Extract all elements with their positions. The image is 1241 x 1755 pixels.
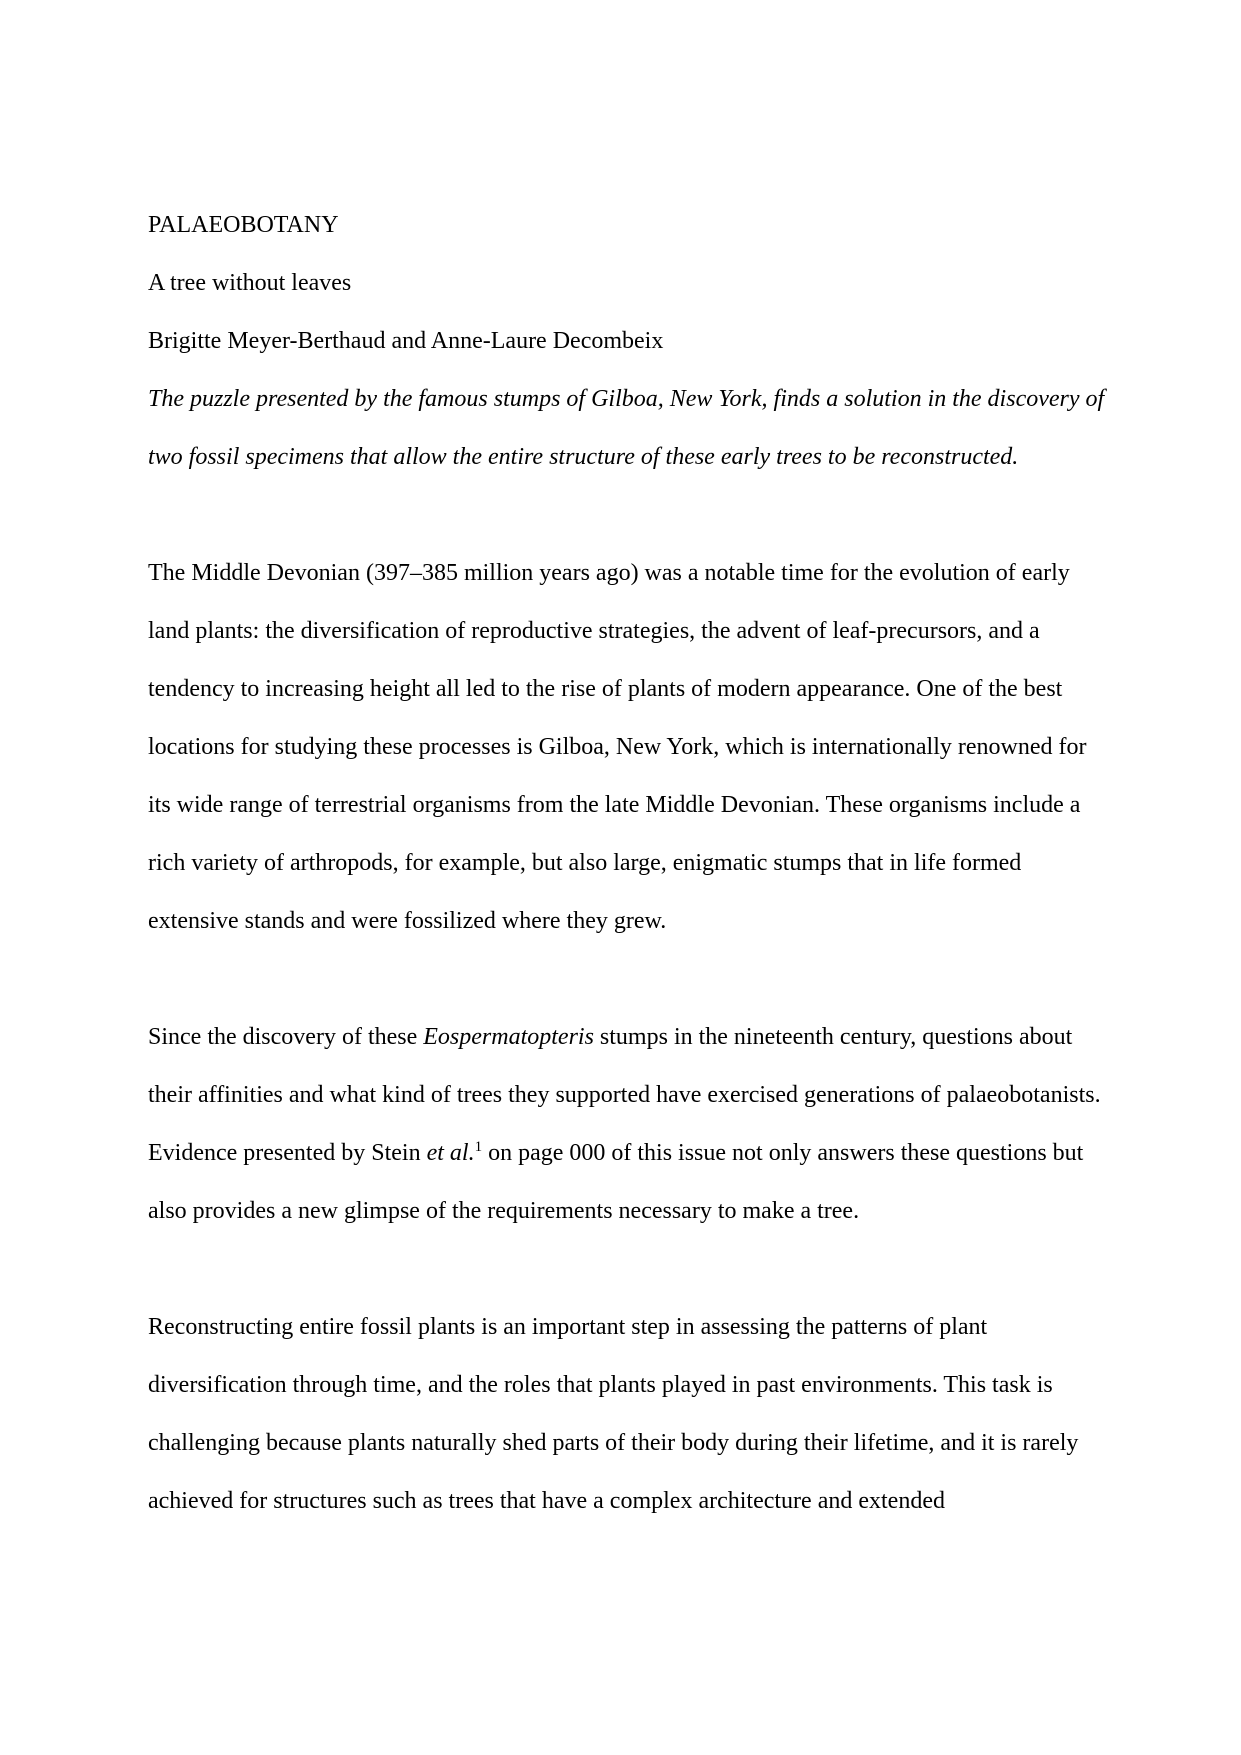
et-al: et al.: [426, 1140, 475, 1166]
reference-number: 1: [474, 1139, 483, 1155]
paragraph-gap: [148, 1240, 1108, 1298]
body-paragraph-3: Reconstructing entire fossil plants is an important step in assessing the patterns of plant diversification through time, and the roles that plants played in past environments. This task is challenging because plants naturally shed parts of their body during their lifetime, and it is rarely achieved for structures such as trees that have a complex architecture and extended: [148, 1314, 1079, 1514]
article-body: [148, 196, 1108, 1530]
article-standfirst: The puzzle presented by the famous stumps of Gilboa, New York, finds a solution in the discovery of two fossil specimens that allow the entire structure of these early trees to be reconstructed.: [148, 386, 1105, 470]
body-paragraph-1: The Middle Devonian (397–385 million years ago) was a notable time for the evolution of early land plants: the diversification of reproductive strategies, the advent of leaf-precursors, and a tendency to increasing height all led to the rise of plants of modern appearance. One of the best locations for studying these processes is Gilboa, New York, which is internationally renowned for its wide range of terrestrial organisms from the late Middle Devonian. These organisms include a rich variety of arthropods, for example, but also large, enigmatic stumps that in life formed extensive stands and were fossilized where they grew.: [148, 560, 1087, 934]
genus-name: Eospermatopteris: [423, 1024, 594, 1050]
article-authors: Brigitte Meyer-Berthaud and Anne-Laure Decombeix: [148, 328, 664, 354]
paragraph-text: Since the discovery of these: [148, 1024, 424, 1050]
article-title: A tree without leaves: [148, 270, 352, 296]
paragraph-gap: [148, 486, 1108, 544]
paragraph-text: on page 000 of this issue not only answers these questions but also provides a new glimpse of the requirements necessary to make a tree.: [148, 1140, 1084, 1224]
paragraph-text: stumps in the nineteenth century, questions about their affinities and what kind of trees they supported have exercised generations of palaeobotanists. Evidence presented by Stein: [148, 1024, 1101, 1166]
paragraph-gap: [148, 950, 1108, 1008]
body-paragraph-2: [148, 1008, 1108, 1240]
section-heading: PALAEOBOTANY: [148, 212, 339, 238]
